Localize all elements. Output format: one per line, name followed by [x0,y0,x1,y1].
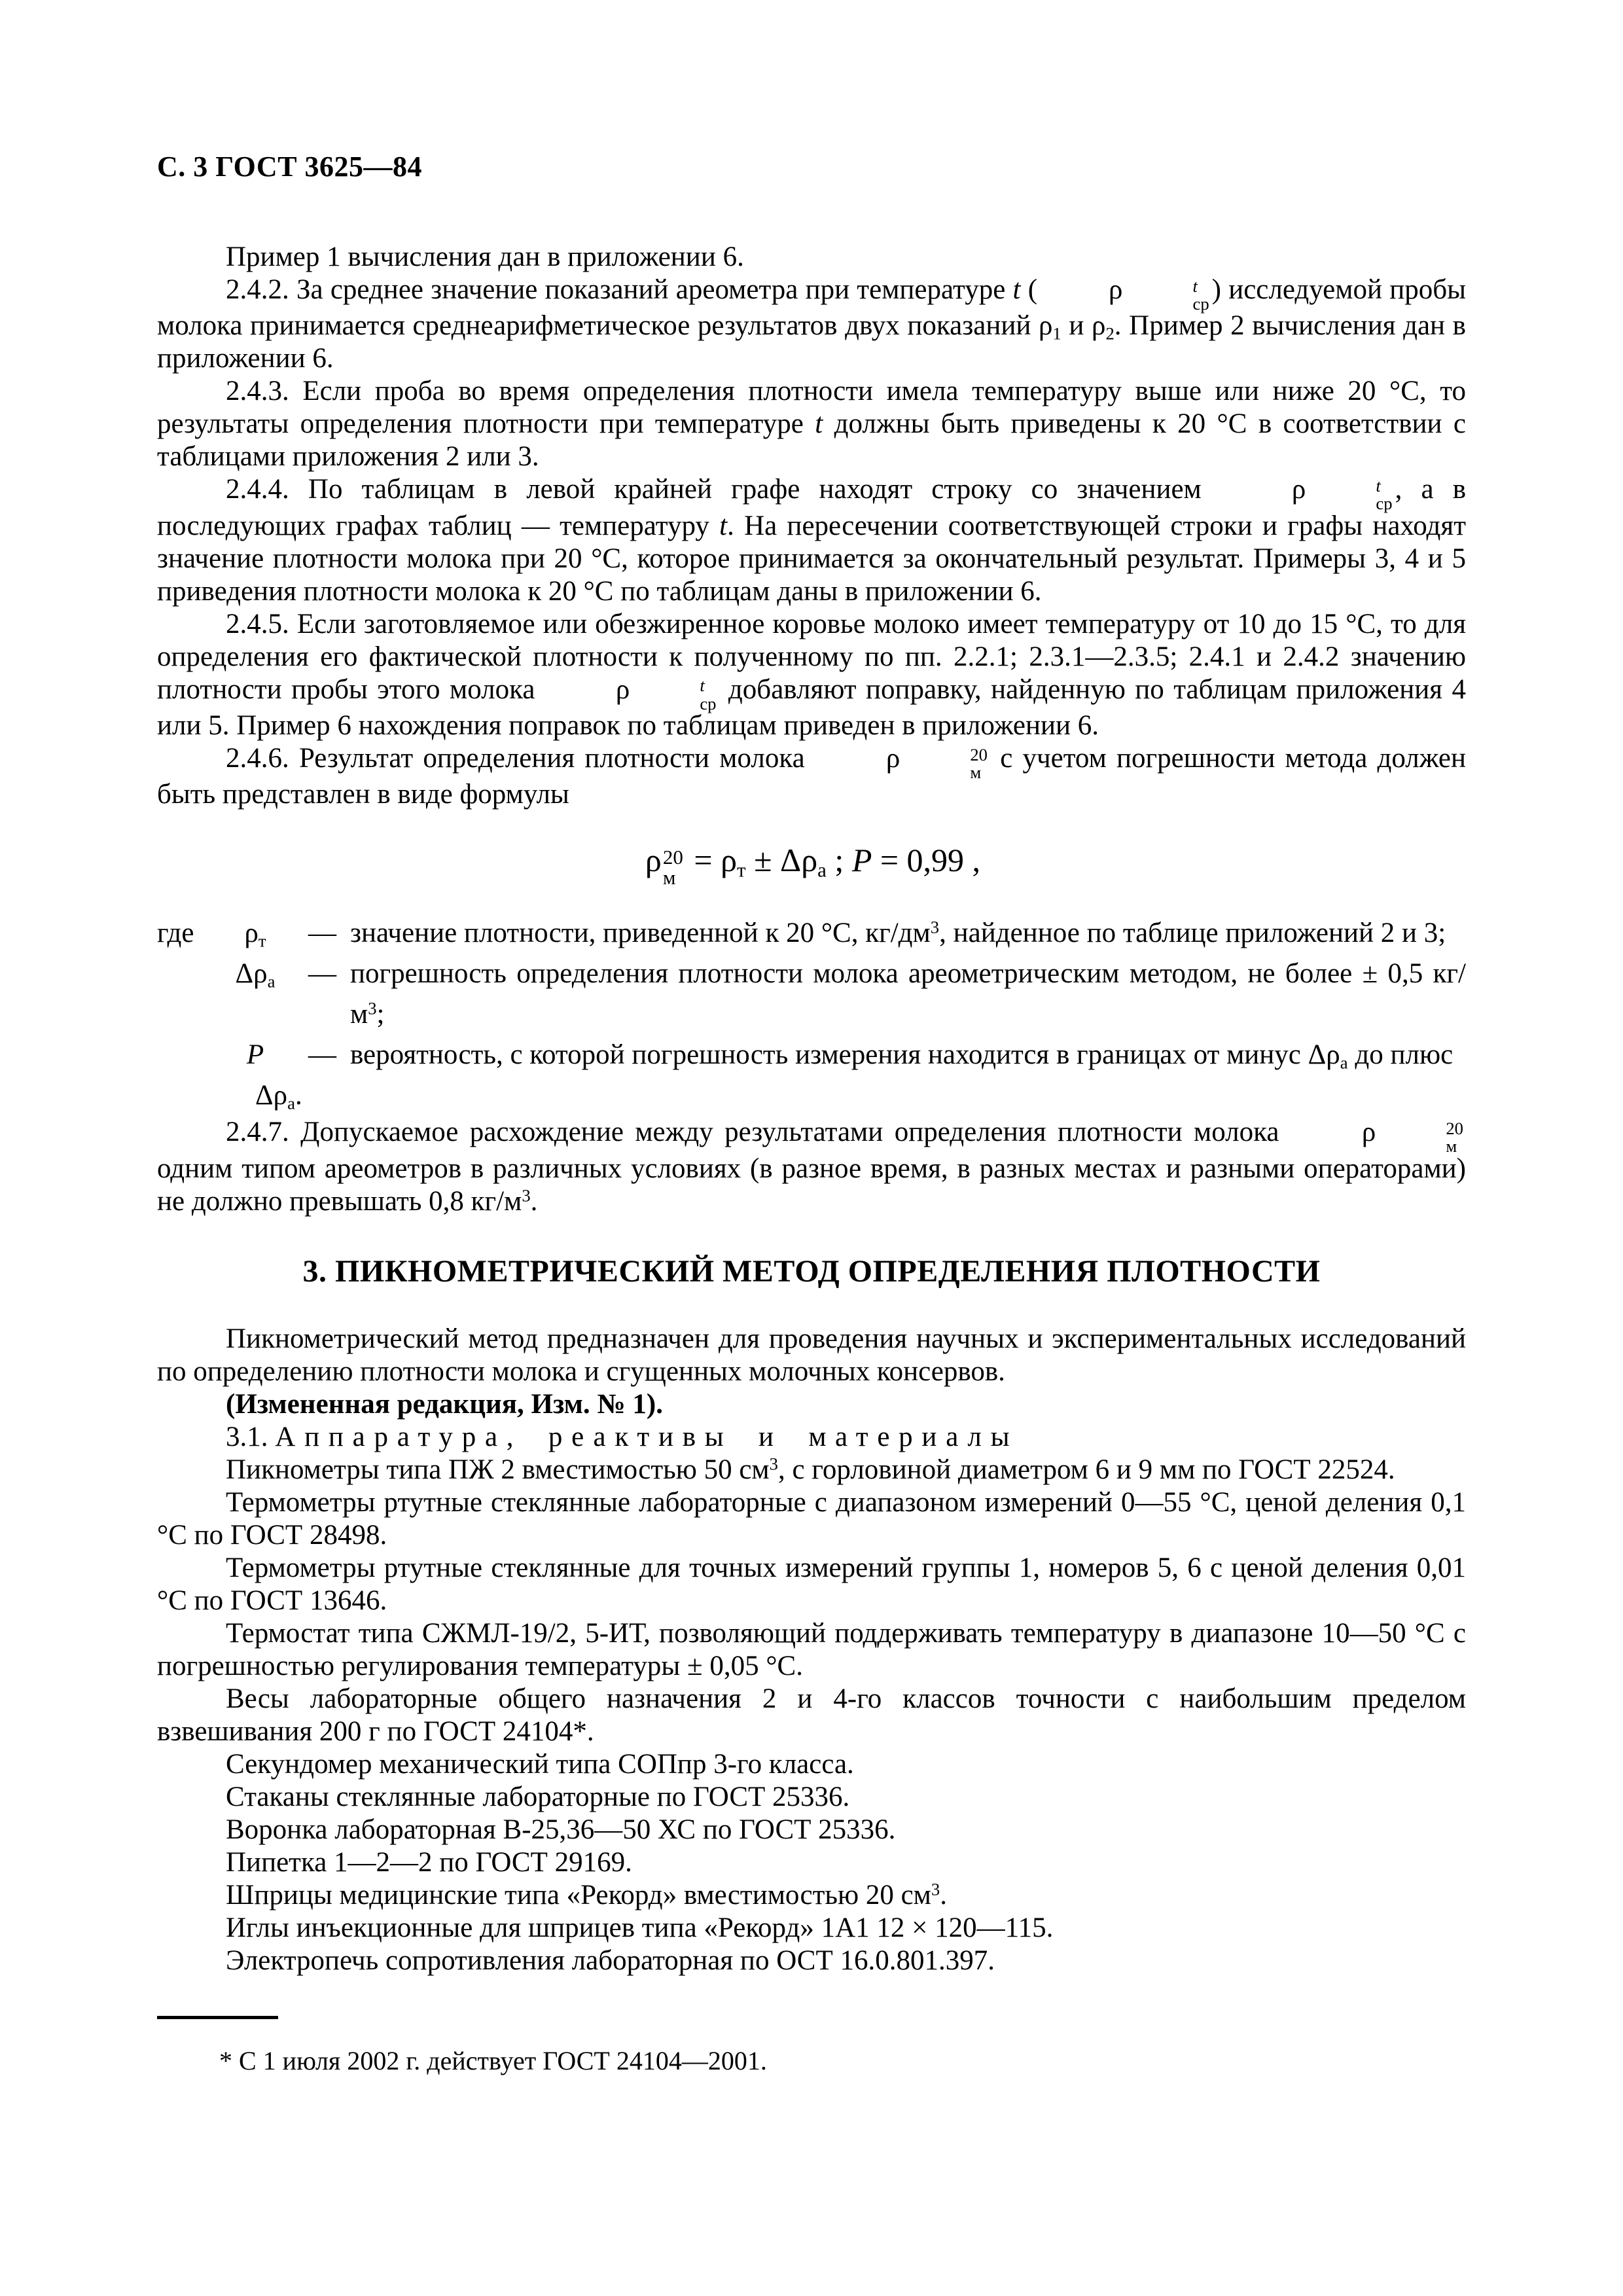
definition-term: P [246,1039,264,1071]
formula-atom: ρ 20 м [885,742,988,782]
footnote [157,2016,1466,2077]
para-2-4-6: 2.4.6. Результат определения плотности молока ρ 20 м с учетом погрешности метода должен быть представлен в виде формулы [157,742,1466,810]
item-pycnometers: Пикнометры типа ПЖ 2 вместимостью 50 $см^3$, с горловиной диаметром 6 и 9 мм по ГОСТ 22524. [226,1454,1395,1485]
para-2-4-3: 2.4.3. Если проба во время определения плотности имела температуру выше или ниже 20 °С, то результаты определения плотности при температуре t должны быть приведены к 20 °С в соответствии с таблицами приложения 2 или 3. [157,376,1467,473]
def-p [157,1035,1466,1075]
def-rho-t [157,913,1466,954]
formula-atom: ρ t ср [615,673,717,713]
item-pipette: Пипетка 1—2—2 по ГОСТ 29169. [226,1846,632,1878]
definition-term: $\rho_т$ [244,918,266,951]
def-continuation: $\Delta\rho_а$. [255,1080,302,1113]
para-amended-edition: (Измененная редакция, Изм. № 1). [226,1388,663,1420]
definition-lead: где [157,918,194,949]
para-2-4-4: 2.4.4. По таблицам в левой крайней графе находят строку со значением ρ t ср , а в последующих графах таблиц — температуру t. На пересечении соответствующей строки и графы находят значение плотности молока при 20 °С, которое принимается за окончательный результат. Примеры 3, 4 и 5 приведения плотности молока к 20 °С по таблицам даны в приложении 6. [157,474,1467,607]
formula-atom: ρ t ср [1291,474,1393,514]
footnote-divider [157,2016,278,2019]
definition-dash: — [308,918,336,949]
document-body [157,241,1466,1977]
definition-text: погрешность определения плотности молока ареометрическим методом, не более ± 0,5 $кг/м^3$; [350,958,1466,1030]
section-3-heading: 3. ПИКНОМЕТРИЧЕСКИЙ МЕТОД ОПРЕДЕЛЕНИЯ ПЛОТНОСТИ [302,1253,1321,1289]
formula-density: ρ 20 м = $\rho_т \pm \Delta\rho_а$ ; P = 0,99 , [157,837,1466,884]
definition-lead [157,1035,216,1075]
page-header: С. 3 ГОСТ 3625—84 [157,151,423,183]
para-3-1-apparatus: 3.1. Аппаратура, реактивы и материалы [226,1421,1019,1452]
item-funnel: Воронка лабораторная В-25,36—50 ХС по ГОСТ 25336. [226,1814,896,1845]
item-thermometers-precise: Термометры ртутные стеклянные для точных измерений группы 1, номеров 5, 6 с ценой деления 0,01 °С по ГОСТ 13646. [157,1552,1466,1616]
definition-text: вероятность, с которой погрешность измерения находится в границах от минус $\Delta\rho_а$ до плюс [350,1039,1454,1073]
definition-dash: — [308,1039,336,1071]
item-stopwatch: Секундомер механический типа СОПпр 3-го класса. [226,1748,854,1780]
item-needles: Иглы инъекционные для шприцев типа «Рекорд» 1А1 12 × 120—115. [226,1912,1054,1943]
definition-term: $\Delta\rho_а$ [235,958,276,992]
para-example-1: Пример 1 вычисления дан в приложении 6. [226,242,744,272]
para-2-4-5: 2.4.5. Если заготовляемое или обезжиренное коровье молоко имеет температуру от 10 до 15 °С, то для определения его фактической плотности к полученному по пп. 2.2.1; 2.3.1—2.3.5; 2.4.1 и 2.4.2 значению плотности пробы этого молока ρ t ср добавляют поправку, найденную по таблицам приложения 4 или 5. Пример 6 нахождения поправок по таблицам приведен в приложении 6. [157,608,1466,741]
para-pycnometric-intro: Пикнометрический метод предназначен для проведения научных и экспериментальных исследований по определению плотности молока и сгущенных молочных консервов. [157,1323,1466,1387]
item-furnace: Электропечь сопротивления лабораторная по ОСТ 16.0.801.397. [226,1945,995,1976]
definition-text: значение плотности, приведенной к 20 °С, $кг/дм^3$, найденное по таблице приложений 2 и 3; [350,918,1446,949]
formula-atom: ρ 20 м [645,842,683,889]
footnote-text: * С 1 июля 2002 г. действует ГОСТ 24104—2001. [219,2046,767,2075]
def-delta-rho-a [157,954,1466,1035]
formula-atom: ρ t ср [1109,274,1209,314]
item-thermometers-lab: Термометры ртутные стеклянные лабораторные с диапазоном измерений 0—55 °С, ценой деления 0,1 °С по ГОСТ 28498. [157,1486,1466,1551]
definition-dash: — [308,958,336,990]
para-2-4-7: 2.4.7. Допускаемое расхождение между результатами определения плотности молока ρ 20 м одним типом ареометров в различных условиях (в разное время, в разных местах и разными операторами) не должно превышать 0,8 $кг/м^3$. [157,1117,1466,1217]
definition-lead [157,954,216,1035]
formula-atom: ρ 20 м [1361,1117,1463,1157]
para-2-4-2: 2.4.2. За среднее значение показаний ареометра при температуре t ( ρ t ср ) исследуемой пробы молока принимается среднеарифметическое результатов двух показаний $\rho_1$ и $\rho_2$. Пример 2 вычисления дан в приложении 6. [157,274,1466,374]
item-thermostat: Термостат типа СЖМЛ-19/2, 5-ИТ, позволяющий поддерживать температуру в диапазоне 10—50 °С с погрешностью регулирования температуры ± 0,05 °С. [157,1617,1466,1681]
item-beakers: Стаканы стеклянные лабораторные по ГОСТ 25336. [226,1781,850,1812]
item-scales: Весы лабораторные общего назначения 2 и 4-го классов точности с наибольшим пределом взвешивания 200 г по ГОСТ 24104*. [157,1683,1466,1747]
item-syringes: Шприцы медицинские типа «Рекорд» вместимостью 20 $см^3$. [226,1879,947,1910]
